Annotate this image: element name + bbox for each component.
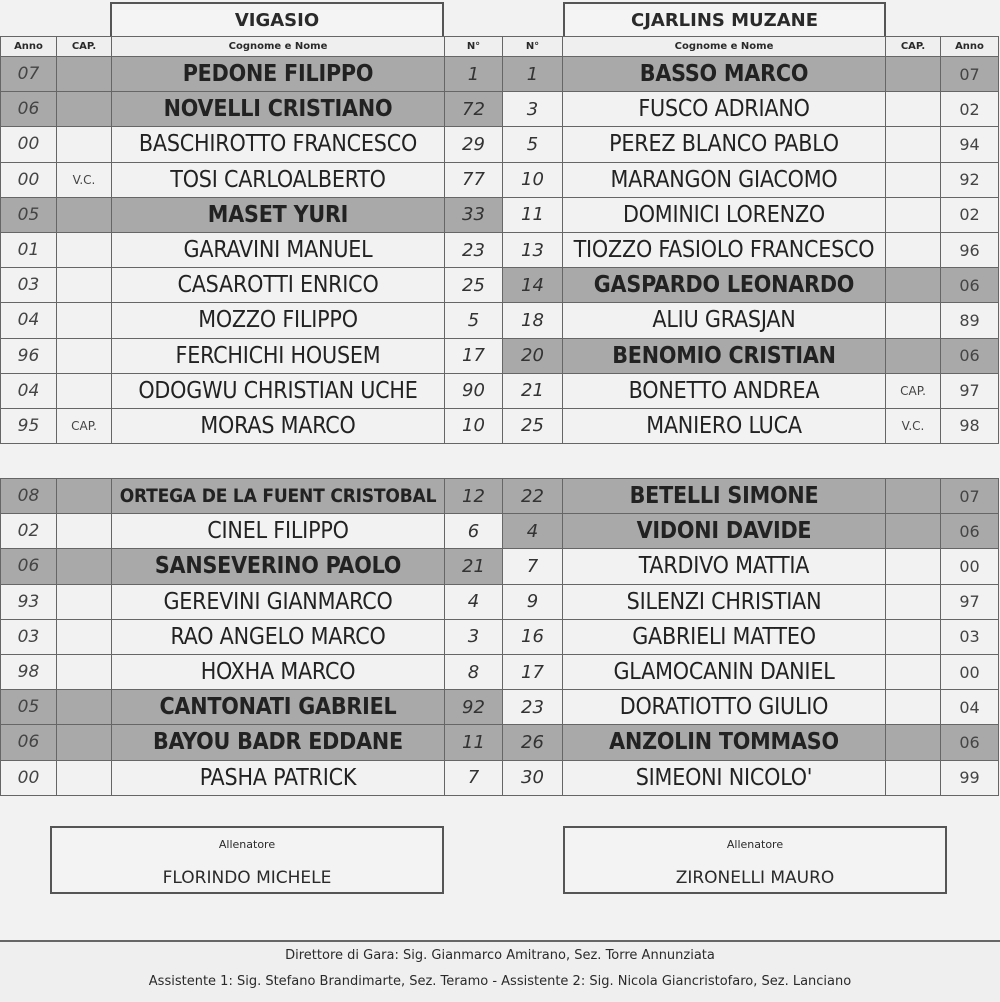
away-player-captaincy — [886, 479, 941, 514]
away-player-captaincy — [886, 127, 941, 162]
away-player-year: 92 — [941, 162, 999, 197]
home-player-captaincy — [57, 338, 112, 373]
col-cap-left: CAP. — [57, 37, 112, 57]
coach-label: Allenatore — [218, 838, 276, 851]
away-player-year: 04 — [941, 690, 999, 725]
home-coach-box — [50, 826, 444, 894]
away-player-number: 13 — [503, 232, 563, 267]
player-row — [1, 127, 999, 162]
player-row — [1, 92, 999, 127]
away-player-number: 25 — [503, 408, 563, 443]
home-player-name: TOSI CARLOALBERTO — [112, 162, 445, 197]
col-anno-right: Anno — [941, 37, 999, 57]
away-coach-box — [563, 826, 947, 894]
home-player-name: NOVELLI CRISTIANO — [112, 92, 445, 127]
home-player-captaincy — [57, 514, 112, 549]
home-player-year: 06 — [1, 549, 57, 584]
home-player-number: 11 — [445, 725, 503, 760]
away-player-name: FUSCO ADRIANO — [563, 92, 886, 127]
home-player-name: BAYOU BADR EDDANE — [112, 725, 445, 760]
home-player-year: 04 — [1, 303, 57, 338]
away-player-name: TARDIVO MATTIA — [563, 549, 886, 584]
player-row — [1, 725, 999, 760]
player-row — [1, 232, 999, 267]
starters-table — [0, 36, 999, 444]
away-player-name: GASPARDO LEONARDO — [563, 268, 886, 303]
home-player-year: 00 — [1, 760, 57, 795]
away-player-year: 06 — [941, 268, 999, 303]
home-player-name: PASHA PATRICK — [112, 760, 445, 795]
col-name-right: Cognome e Nome — [563, 37, 886, 57]
home-player-captaincy: V.C. — [57, 162, 112, 197]
home-player-number: 92 — [445, 690, 503, 725]
home-player-name: HOXHA MARCO — [112, 654, 445, 689]
away-player-number: 11 — [503, 197, 563, 232]
away-player-number: 7 — [503, 549, 563, 584]
home-player-year: 93 — [1, 584, 57, 619]
away-player-name: PEREZ BLANCO PABLO — [563, 127, 886, 162]
away-player-captaincy — [886, 92, 941, 127]
home-player-number: 5 — [445, 303, 503, 338]
home-player-captaincy — [57, 197, 112, 232]
away-player-captaincy — [886, 57, 941, 92]
away-player-name: BONETTO ANDREA — [563, 373, 886, 408]
player-row — [1, 57, 999, 92]
away-player-captaincy: CAP. — [886, 373, 941, 408]
col-num-right: N° — [503, 37, 563, 57]
home-player-name: CINEL FILIPPO — [112, 514, 445, 549]
col-anno-left: Anno — [1, 37, 57, 57]
player-row — [1, 373, 999, 408]
away-player-captaincy — [886, 584, 941, 619]
away-player-name: VIDONI DAVIDE — [563, 514, 886, 549]
away-player-name: MANIERO LUCA — [563, 408, 886, 443]
away-team-title: CJARLINS MUZANE — [563, 2, 886, 36]
home-player-year: 03 — [1, 619, 57, 654]
home-player-captaincy — [57, 760, 112, 795]
away-player-year: 03 — [941, 619, 999, 654]
home-player-number: 3 — [445, 619, 503, 654]
player-row — [1, 408, 999, 443]
away-player-number: 22 — [503, 479, 563, 514]
away-player-year: 94 — [941, 127, 999, 162]
away-player-year: 02 — [941, 92, 999, 127]
player-row — [1, 197, 999, 232]
away-player-number: 30 — [503, 760, 563, 795]
coach-label: Allenatore — [726, 838, 784, 851]
home-player-year: 04 — [1, 373, 57, 408]
away-player-name: MARANGON GIACOMO — [563, 162, 886, 197]
home-player-captaincy — [57, 303, 112, 338]
home-player-number: 90 — [445, 373, 503, 408]
away-player-year: 89 — [941, 303, 999, 338]
away-player-name: DORATIOTTO GIULIO — [563, 690, 886, 725]
player-row — [1, 303, 999, 338]
home-player-year: 95 — [1, 408, 57, 443]
home-player-name: ORTEGA DE LA FUENT CRISTOBAL — [112, 479, 445, 514]
away-player-number: 3 — [503, 92, 563, 127]
home-player-name: FERCHICHI HOUSEM — [112, 338, 445, 373]
home-player-number: 4 — [445, 584, 503, 619]
home-player-name: CASAROTTI ENRICO — [112, 268, 445, 303]
away-player-year: 00 — [941, 549, 999, 584]
away-player-captaincy — [886, 197, 941, 232]
col-name-left: Cognome e Nome — [112, 37, 445, 57]
home-player-name: RAO ANGELO MARCO — [112, 619, 445, 654]
away-player-name: BETELLI SIMONE — [563, 479, 886, 514]
player-row — [1, 654, 999, 689]
home-player-captaincy — [57, 268, 112, 303]
home-player-number: 7 — [445, 760, 503, 795]
away-player-captaincy — [886, 549, 941, 584]
away-player-captaincy — [886, 690, 941, 725]
away-player-year: 06 — [941, 514, 999, 549]
col-cap-right: CAP. — [886, 37, 941, 57]
home-player-number: 12 — [445, 479, 503, 514]
home-player-number: 72 — [445, 92, 503, 127]
home-player-number: 33 — [445, 197, 503, 232]
home-player-captaincy — [57, 373, 112, 408]
home-player-number: 8 — [445, 654, 503, 689]
player-row — [1, 690, 999, 725]
home-player-number: 6 — [445, 514, 503, 549]
home-player-year: 98 — [1, 654, 57, 689]
away-player-captaincy — [886, 268, 941, 303]
col-num-left: N° — [445, 37, 503, 57]
home-player-name: GARAVINI MANUEL — [112, 232, 445, 267]
column-header-row — [1, 37, 999, 57]
away-player-year: 96 — [941, 232, 999, 267]
officials-footer — [0, 940, 1000, 1002]
away-player-captaincy — [886, 619, 941, 654]
home-player-name: MOZZO FILIPPO — [112, 303, 445, 338]
away-player-name: DOMINICI LORENZO — [563, 197, 886, 232]
away-player-captaincy — [886, 514, 941, 549]
home-player-year: 00 — [1, 127, 57, 162]
home-player-name: PEDONE FILIPPO — [112, 57, 445, 92]
away-player-year: 99 — [941, 760, 999, 795]
away-player-number: 1 — [503, 57, 563, 92]
home-player-year: 05 — [1, 690, 57, 725]
away-player-year: 00 — [941, 654, 999, 689]
away-player-name: TIOZZO FASIOLO FRANCESCO — [563, 232, 886, 267]
home-player-year: 06 — [1, 92, 57, 127]
player-row — [1, 619, 999, 654]
player-row — [1, 514, 999, 549]
away-player-year: 97 — [941, 584, 999, 619]
home-player-year: 05 — [1, 197, 57, 232]
away-player-number: 20 — [503, 338, 563, 373]
home-player-number: 21 — [445, 549, 503, 584]
away-player-number: 5 — [503, 127, 563, 162]
away-player-captaincy — [886, 725, 941, 760]
away-player-number: 23 — [503, 690, 563, 725]
home-player-captaincy — [57, 127, 112, 162]
home-player-captaincy — [57, 57, 112, 92]
home-player-name: SANSEVERINO PAOLO — [112, 549, 445, 584]
home-player-number: 29 — [445, 127, 503, 162]
away-player-number: 18 — [503, 303, 563, 338]
home-player-number: 17 — [445, 338, 503, 373]
away-player-number: 9 — [503, 584, 563, 619]
home-player-captaincy — [57, 232, 112, 267]
home-player-year: 96 — [1, 338, 57, 373]
player-row — [1, 162, 999, 197]
home-player-captaincy — [57, 584, 112, 619]
away-player-captaincy — [886, 760, 941, 795]
player-row — [1, 479, 999, 514]
home-player-number: 25 — [445, 268, 503, 303]
away-player-captaincy: V.C. — [886, 408, 941, 443]
home-player-name: BASCHIROTTO FRANCESCO — [112, 127, 445, 162]
home-player-year: 01 — [1, 232, 57, 267]
away-player-year: 06 — [941, 338, 999, 373]
away-player-captaincy — [886, 162, 941, 197]
away-player-year: 97 — [941, 373, 999, 408]
player-row — [1, 584, 999, 619]
home-player-captaincy — [57, 92, 112, 127]
home-player-captaincy — [57, 479, 112, 514]
away-player-name: GABRIELI MATTEO — [563, 619, 886, 654]
bench-table — [0, 478, 999, 796]
home-player-name: MORAS MARCO — [112, 408, 445, 443]
away-player-name: SIMEONI NICOLO' — [563, 760, 886, 795]
home-player-captaincy — [57, 549, 112, 584]
away-player-number: 17 — [503, 654, 563, 689]
away-player-name: ANZOLIN TOMMASO — [563, 725, 886, 760]
home-coach-name: FLORINDO MICHELE — [162, 868, 332, 888]
away-player-name: GLAMOCANIN DANIEL — [563, 654, 886, 689]
away-player-number: 4 — [503, 514, 563, 549]
home-player-year: 03 — [1, 268, 57, 303]
player-row — [1, 549, 999, 584]
away-player-name: SILENZI CHRISTIAN — [563, 584, 886, 619]
home-player-name: GEREVINI GIANMARCO — [112, 584, 445, 619]
home-player-captaincy — [57, 619, 112, 654]
away-player-number: 26 — [503, 725, 563, 760]
home-player-year: 06 — [1, 725, 57, 760]
home-player-year: 07 — [1, 57, 57, 92]
home-player-name: ODOGWU CHRISTIAN UCHE — [112, 373, 445, 408]
home-player-name: CANTONATI GABRIEL — [112, 690, 445, 725]
away-player-captaincy — [886, 303, 941, 338]
player-row — [1, 760, 999, 795]
away-player-number: 10 — [503, 162, 563, 197]
assistants-line: Assistente 1: Sig. Stefano Brandimarte, Sez. Teramo - Assistente 2: Sig. Nicola Giancristofaro, Sez. Lanciano — [148, 974, 852, 989]
home-team-title: VIGASIO — [110, 2, 444, 36]
home-player-number: 1 — [445, 57, 503, 92]
home-player-captaincy: CAP. — [57, 408, 112, 443]
away-player-name: BENOMIO CRISTIAN — [563, 338, 886, 373]
away-player-year: 07 — [941, 479, 999, 514]
away-player-captaincy — [886, 654, 941, 689]
player-row — [1, 338, 999, 373]
home-player-captaincy — [57, 690, 112, 725]
away-player-number: 16 — [503, 619, 563, 654]
home-player-number: 77 — [445, 162, 503, 197]
home-player-captaincy — [57, 725, 112, 760]
away-player-year: 98 — [941, 408, 999, 443]
away-player-name: BASSO MARCO — [563, 57, 886, 92]
away-coach-name: ZIRONELLI MAURO — [675, 868, 835, 888]
home-player-year: 02 — [1, 514, 57, 549]
home-player-year: 00 — [1, 162, 57, 197]
home-player-year: 08 — [1, 479, 57, 514]
home-player-number: 23 — [445, 232, 503, 267]
home-player-name: MASET YURI — [112, 197, 445, 232]
referee-line: Direttore di Gara: Sig. Gianmarco Amitrano, Sez. Torre Annunziata — [285, 948, 715, 963]
away-player-year: 06 — [941, 725, 999, 760]
away-player-captaincy — [886, 232, 941, 267]
away-player-captaincy — [886, 338, 941, 373]
away-player-year: 07 — [941, 57, 999, 92]
away-player-number: 21 — [503, 373, 563, 408]
home-player-number: 10 — [445, 408, 503, 443]
player-row — [1, 268, 999, 303]
home-player-captaincy — [57, 654, 112, 689]
away-player-year: 02 — [941, 197, 999, 232]
away-player-name: ALIU GRASJAN — [563, 303, 886, 338]
away-player-number: 14 — [503, 268, 563, 303]
